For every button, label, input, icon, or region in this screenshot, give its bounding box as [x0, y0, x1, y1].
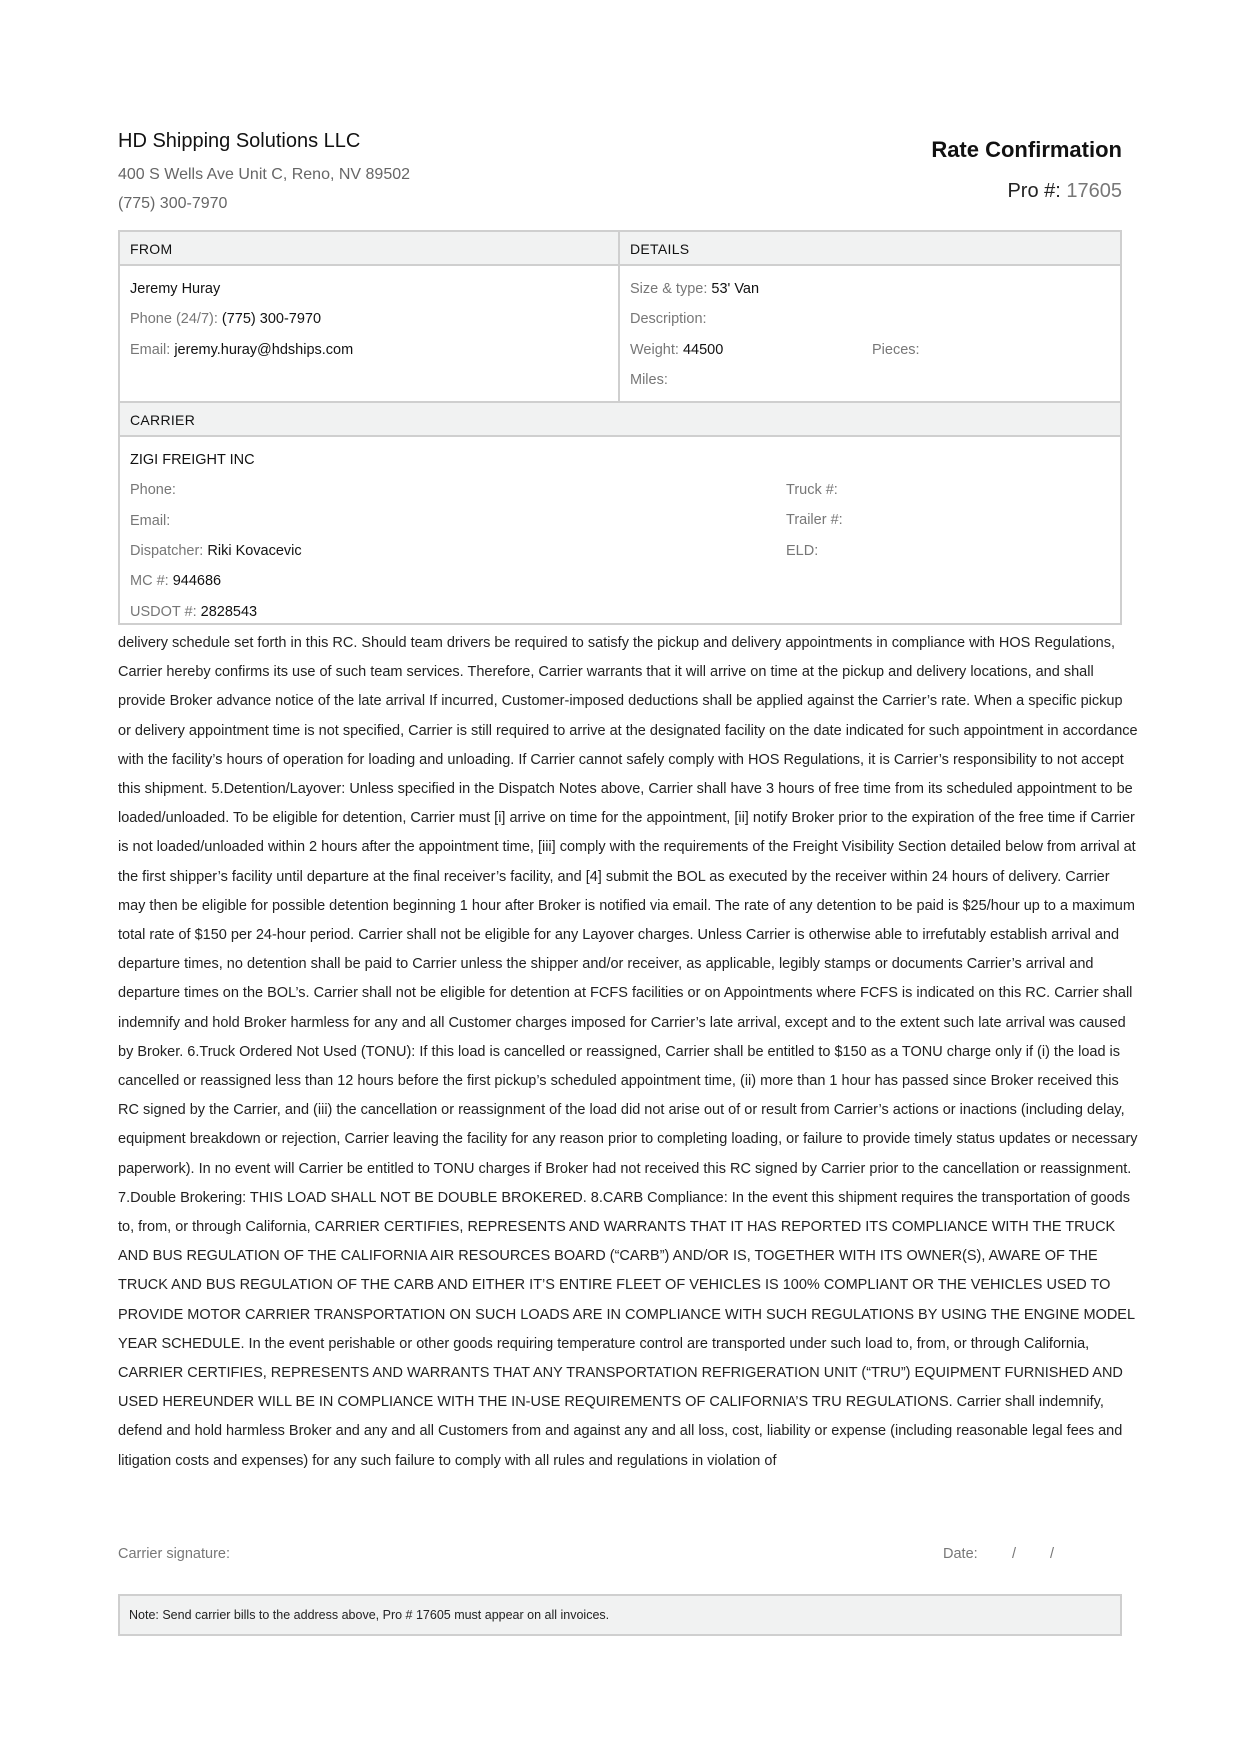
carrier-section	[120, 437, 1120, 635]
document-title-block	[931, 136, 1122, 204]
company-name: HD Shipping Solutions LLC	[118, 130, 361, 152]
carrier-truck: Truck #:	[786, 482, 838, 499]
carrier-equipment	[786, 475, 843, 566]
from-phone: Phone (24/7): (775) 300-7970	[130, 311, 322, 328]
company-phone: (775) 300-7970	[118, 195, 228, 212]
carrier-header: CARRIER	[120, 403, 1120, 437]
from-name: Jeremy Huray	[130, 281, 221, 297]
pro-number: 17605	[1066, 180, 1122, 202]
from-header: FROM	[120, 232, 618, 266]
from-section	[120, 232, 620, 401]
details-size: Size & type: 53' Van	[630, 281, 760, 297]
date-label: Date:	[943, 1546, 978, 1562]
company-block	[118, 128, 410, 218]
carrier-name: ZIGI FREIGHT INC	[130, 452, 255, 469]
terms-text	[118, 629, 1138, 1476]
info-table	[118, 230, 1122, 625]
details-pieces: Pieces:	[872, 341, 920, 358]
details-description: Description:	[630, 311, 707, 328]
from-details-row	[120, 232, 1120, 403]
carrier-usdot: USDOT #: 2828543	[130, 603, 258, 620]
invoice-note: Note: Send carrier bills to the address above, Pro # 17605 must appear on all invoices.	[118, 1594, 1122, 1636]
carrier-signature-label: Carrier signature:	[118, 1546, 231, 1562]
pro-number-line	[931, 178, 1122, 204]
from-email: Email: jeremy.huray@hdships.com	[130, 341, 354, 358]
terms-paragraph: delivery schedule set forth in this RC. Should team drivers be required to satisfy the pickup and delivery appointments in compliance with HOS Regulations, Carrier hereby confirms its use of such team services. Therefore, Carrier warrants that it will arrive on time at the pickup and delivery locations, and shall provide Broker advance notice of the late arrival If incurred, Customer-imposed deductions shall be applied against the Carrier’s rate. When a specific pickup or delivery appointment time is not specified, Carrier is still required to arrive at the designated facility on the date indicated for such appointment in accordance with the facility’s hours of operation for loading and unloading. If Carrier cannot safely comply with HOS Regulations, it is Carrier’s responsibility to not accept this shipment. 5.Detention/Layover: Unless specified in the Dispatch Notes above, Carrier shall have 3 hours of free time from its scheduled appointment to be loaded/unloaded. To be eligible for detention, Carrier must [i] arrive on time for the appointment, [ii] notify Broker prior to the expiration of the free time if Carrier is not loaded/unloaded within 2 hours after the appointment time, [iii] comply with the requirements of the Freight Visibility Section detailed below from arrival at the first shipper’s facility until departure at the final receiver’s facility, and [4] submit the BOL as executed by the receiver within 24 hours of delivery. Carrier may then be eligible for possible detention beginning 1 hour after Broker is notified via email. The rate of any detention to be paid is $25/hour up to a maximum total rate of $150 per 24-hour period. Carrier shall not be eligible for any Layover charges. Unless Carrier is otherwise able to irrefutably establish arrival and departure times, no detention shall be paid to Carrier unless the shipper and/or receiver, as applicable, legibly stamps or documents Carrier’s arrival and departure times on the BOL’s. Carrier shall not be eligible for detention at FCFS facilities or on Appointments where FCFS is indicated on this RC. Carrier shall indemnify and hold Broker harmless for any and all Customer charges imposed for Carrier’s late arrival, except and to the extent such late arrival was caused by Broker. 6.Truck Ordered Not Used (TONU): If this load is cancelled or reassigned, Carrier shall be entitled to $150 as a TONU charge only if (i) the load is cancelled or reassigned less than 12 hours before the first pickup’s scheduled appointment time, (ii) more than 1 hour has passed since Broker received this RC signed by the Carrier, and (iii) the cancellation or reassignment of the load did not arise out of or result from Carrier’s actions or inactions (including delay, equipment breakdown or rejection, Carrier leaving the facility for any reason prior to completing loading, or failure to provide timely status updates or necessary paperwork). In no event will Carrier be entitled to TONU charges if Broker had not received this RC signed by Carrier prior to the cancellation or reassignment. 7.Double Brokering: THIS LOAD SHALL NOT BE DOUBLE BROKERED. 8.CARB Compliance: In the event this shipment requires the transportation of goods to, from, or through California, CARRIER CERTIFIES, REPRESENTS AND WARRANTS THAT IT HAS REPORTED ITS COMPLIANCE WITH THE TRUCK AND BUS REGULATION OF THE CALIFORNIA AIR RESOURCES BOARD (“CARB”) AND/OR IS, TOGETHER WITH ITS OWNER(S), AWARE OF THE TRUCK AND BUS REGULATION OF THE CARB AND EITHER IT’S ENTIRE FLEET OF VEHICLES IS 100% COMPLIANT OR THE VEHICLES USED TO PROVIDE MOTOR CARRIER TRANSPORTATION ON SUCH LOADS ARE IN COMPLIANCE WITH SUCH REGULATIONS BY USING THE ENGINE MODEL YEAR SCHEDULE. In the event perishable or other goods requiring temperature control are transported under such load to, from, or through California, CARRIER CERTIFIES, REPRESENTS AND WARRANTS THAT ANY TRANSPORTATION REFRIGERATION UNIT (“TRU”) EQUIPMENT FURNISHED AND USED HEREUNDER WILL BE IN COMPLIANCE WITH THE IN-USE REQUIREMENTS OF CALIFORNIA’S TRU REGULATIONS. Carrier shall indemnify, defend and hold harmless Broker and any and all Customers from and against any and all loss, cost, liability or expense (including reasonable legal fees and litigation costs and expenses) for any such failure to comply with all rules and regulations in violation of	[118, 635, 1138, 1469]
carrier-dispatcher: Dispatcher: Riki Kovacevic	[130, 543, 302, 560]
carrier-email: Email:	[130, 512, 171, 529]
details-section	[620, 232, 1120, 401]
document-title: Rate Confirmation	[931, 137, 1122, 162]
carrier-phone: Phone:	[130, 482, 176, 499]
company-address: 400 S Wells Ave Unit C, Reno, NV 89502	[118, 166, 411, 183]
date-separator: /	[1012, 1546, 1017, 1562]
details-weight: Weight: 44500	[630, 341, 724, 358]
carrier-mc: MC #: 944686	[130, 573, 222, 590]
details-weight-pieces	[630, 335, 1110, 365]
pro-label: Pro #:	[1007, 180, 1061, 202]
details-miles: Miles:	[630, 371, 668, 388]
date-separator: /	[1050, 1546, 1055, 1562]
details-header: DETAILS	[620, 232, 1120, 266]
carrier-trailer: Trailer #:	[786, 512, 843, 529]
carrier-eld: ELD:	[786, 542, 819, 559]
